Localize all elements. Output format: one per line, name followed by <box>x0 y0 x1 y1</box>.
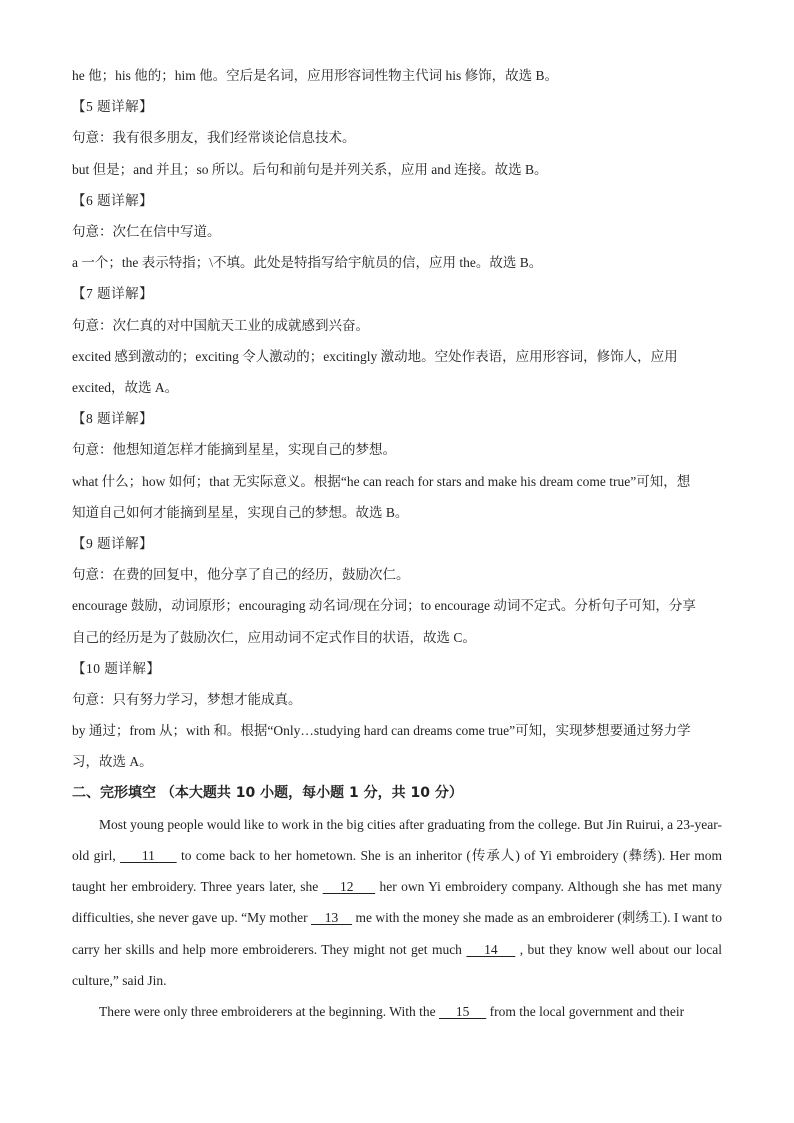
cloze-blank-12: 12 <box>322 879 376 895</box>
explanation-line: a 一个；the 表示特指；\不填。此处是特指写给宇航员的信，应用 the。故选 B。 <box>72 255 543 271</box>
cloze-text: her own Yi embroidery company. Although she has met many difficulties, she never gave up. “My mother <box>72 879 723 926</box>
explanation-line: excited，故选 A。 <box>72 380 179 396</box>
explanation-line: by 通过；from 从；with 和。根据“Only…studying hard can dreams come true”可知，实现梦想要通过努力学 <box>72 723 691 739</box>
explanation-line: what 什么；how 如何；that 无实际意义。根据“he can reach for stars and make his dream come true”可知，想 <box>72 473 691 489</box>
cloze-text: to come back to her hometown. She is an inheritor (传承人) of Yi embroidery (彝绣). Her mom taught her embroidery. Three years later, she <box>72 848 722 895</box>
explanation-line: 句意：次仁真的对中国航天工业的成就感到兴奋。 <box>72 317 369 333</box>
cloze-blank-11: 11 <box>120 848 177 864</box>
explanation-line: but 但是；and 并且；so 所以。后句和前句是并列关系，应用 and 连接。故选 B。 <box>72 161 548 177</box>
question-heading: 【5 题详解】 <box>72 99 154 115</box>
question-heading: 【6 题详解】 <box>72 192 154 208</box>
cloze-text: from the local government and their <box>486 1004 685 1020</box>
explanation-line: 习，故选 A。 <box>72 754 153 770</box>
explanations-block <box>72 60 722 778</box>
explanation-line: encourage 鼓励，动词原形；encouraging 动名词/现在分词；to encourage 动词不定式。分析句子可知，分享 <box>72 598 696 614</box>
explanation-line: he 他；his 他的；him 他。空后是名词，应用形容词性物主代词 his 修饰，故选 B。 <box>72 68 559 83</box>
question-heading: 【8 题详解】 <box>72 411 154 427</box>
section-title: 二、完形填空 （本大题共 10 小题，每小题 1 分，共 10 分） <box>72 784 463 801</box>
explanation-line: 句意：在费的回复中，他分享了自己的经历，鼓励次仁。 <box>72 567 410 583</box>
cloze-blank-13: 13 <box>311 910 353 926</box>
explanation-line: 知道自己如何才能摘到星星，实现自己的梦想。故选 B。 <box>72 504 409 520</box>
explanation-line: 句意：次仁在信中写道。 <box>72 224 221 240</box>
document-page <box>72 60 722 1027</box>
cloze-text: , but they know well about our local culture,” said Jin. <box>72 941 723 988</box>
cloze-paragraph-1 <box>72 809 722 996</box>
question-heading: 【7 题详解】 <box>72 286 154 302</box>
question-heading: 【9 题详解】 <box>72 536 154 552</box>
explanation-line: 句意：他想知道怎样才能摘到星星，实现自己的梦想。 <box>72 442 396 458</box>
cloze-text: Most young people would like to work in the big cities after graduating from the college. But Jin Ruirui, a 23-year-old girl, <box>72 816 722 864</box>
explanation-line: 自己的经历是为了鼓励次仁，应用动词不定式作目的状语，故选 C。 <box>72 629 476 645</box>
explanation-line: 句意：只有努力学习，梦想才能成真。 <box>72 692 302 708</box>
explanation-line: excited 感到激动的；exciting 令人激动的；excitingly 激动地。空处作表语，应用形容词，修饰人，应用 <box>72 348 678 364</box>
question-heading: 【10 题详解】 <box>72 660 161 676</box>
cloze-blank-15: 15 <box>438 1004 487 1020</box>
explanation-line: 句意：我有很多朋友，我们经常谈论信息技术。 <box>72 130 356 146</box>
cloze-text: There were only three embroiderers at the beginning. With the <box>99 1004 439 1020</box>
cloze-paragraph-2 <box>72 996 722 1027</box>
cloze-blank-14: 14 <box>466 941 516 957</box>
cloze-text: me with the money she made as an embroiderer (刺绣工). I want to carry her skills and help more embroiderers. They might not get much <box>72 910 723 957</box>
